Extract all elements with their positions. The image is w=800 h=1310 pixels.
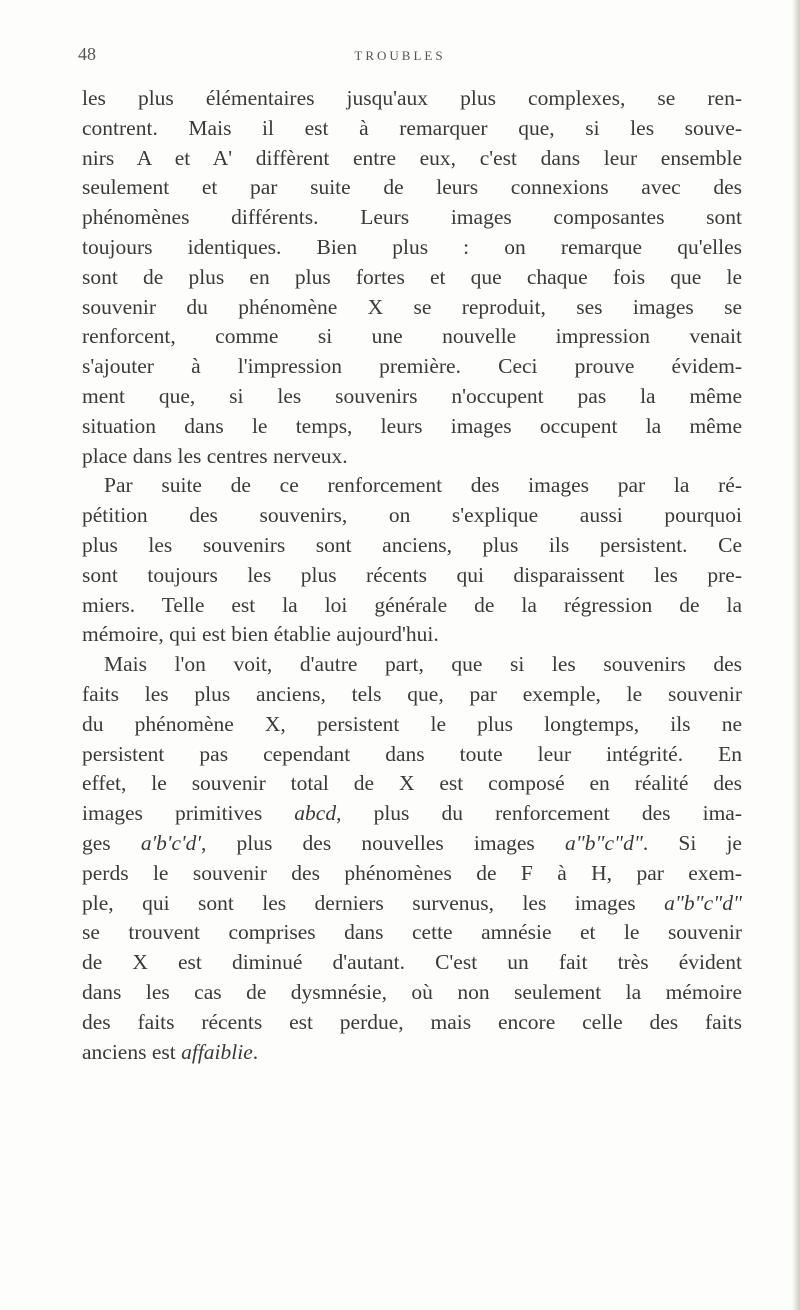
text-line: pétition des souvenirs, on s'explique aussi pourquoi	[82, 503, 742, 528]
text-line: phénomènes différents. Leurs images composantes sont	[82, 205, 742, 230]
text-line: contrent. Mais il est à remarquer que, si les souve-	[82, 115, 742, 140]
text-line: faits les plus anciens, tels que, par exemple, le souvenir	[82, 681, 742, 706]
text-line: ment que, si les souvenirs n'occupent pas la même	[82, 383, 742, 408]
italic-term: affaiblie	[181, 1039, 253, 1064]
page-edge-shadow	[792, 0, 800, 1310]
italic-term: a"b"c"d"	[564, 830, 643, 855]
text-line: Par suite de ce renforcement des images par la ré-	[104, 473, 742, 498]
italic-term: a"b"c"d"	[664, 890, 742, 915]
text-line: sont de plus en plus fortes et que chaque fois que le	[82, 264, 742, 289]
text-line: toujours identiques. Bien plus : on remarque qu'elles	[82, 234, 742, 259]
text-line	[82, 889, 742, 919]
text-line: du phénomène X, persistent le plus longtemps, ils ne	[82, 711, 742, 736]
text-line: se trouvent comprises dans cette amnésie et le souvenir	[82, 920, 742, 945]
text-line: mémoire, qui est bien établie aujourd'hui.	[82, 622, 439, 647]
text-segment: .	[252, 1039, 259, 1064]
text-line: sont toujours les plus récents qui disparaissent les pre-	[82, 562, 742, 587]
text-line: Mais l'on voit, d'autre part, que si les souvenirs des	[104, 652, 742, 677]
text-line	[82, 1038, 742, 1068]
text-line: perds le souvenir des phénomènes de F à H, par exem-	[82, 860, 742, 885]
text-segment: ple, qui sont les derniers survenus, les images	[82, 890, 665, 915]
text-line: nirs A et A' diffèrent entre eux, c'est dans leur ensemble	[82, 145, 742, 170]
text-line: situation dans le temps, leurs images occupent la même	[82, 413, 742, 438]
text-segment: ges	[82, 830, 141, 855]
text-line: de X est diminué d'autant. C'est un fait très évident	[82, 950, 742, 975]
text-line: plus les souvenirs sont anciens, plus ils persistent. Ce	[82, 532, 742, 557]
text-segment: . Si je	[642, 830, 742, 855]
text-line: des faits récents est perdue, mais encore celle des faits	[82, 1009, 742, 1034]
text-line	[82, 829, 742, 859]
text-segment: , plus des nouvelles images	[201, 830, 565, 855]
text-line	[82, 799, 742, 829]
italic-term: abcd	[294, 801, 337, 826]
text-line: seulement et par suite de leurs connexions avec des	[82, 175, 742, 200]
text-line: s'ajouter à l'impression première. Ceci prouve évidem-	[82, 354, 742, 379]
italic-term: a'b'c'd'	[140, 830, 201, 855]
text-line: miers. Telle est la loi générale de la régression de la	[82, 592, 742, 617]
text-line: souvenir du phénomène X se reproduit, ses images se	[82, 294, 742, 319]
body-text	[82, 84, 742, 1067]
running-head: TROUBLES	[354, 48, 446, 63]
text-segment: images primitives	[82, 801, 295, 826]
text-segment: , plus du renforcement des ima-	[336, 801, 742, 826]
text-line: place dans les centres nerveux.	[82, 443, 348, 468]
text-line: les plus élémentaires jusqu'aux plus complexes, se ren-	[82, 86, 742, 110]
text-segment: anciens est	[82, 1039, 182, 1064]
text-line: dans les cas de dysmnésie, où non seulement la mémoire	[82, 979, 742, 1004]
text-line: persistent pas cependant dans toute leur intégrité. En	[82, 741, 742, 766]
page-number: 48	[78, 44, 96, 64]
text-line: renforcent, comme si une nouvelle impression venait	[82, 324, 742, 349]
text-line: effet, le souvenir total de X est composé en réalité des	[82, 771, 742, 796]
